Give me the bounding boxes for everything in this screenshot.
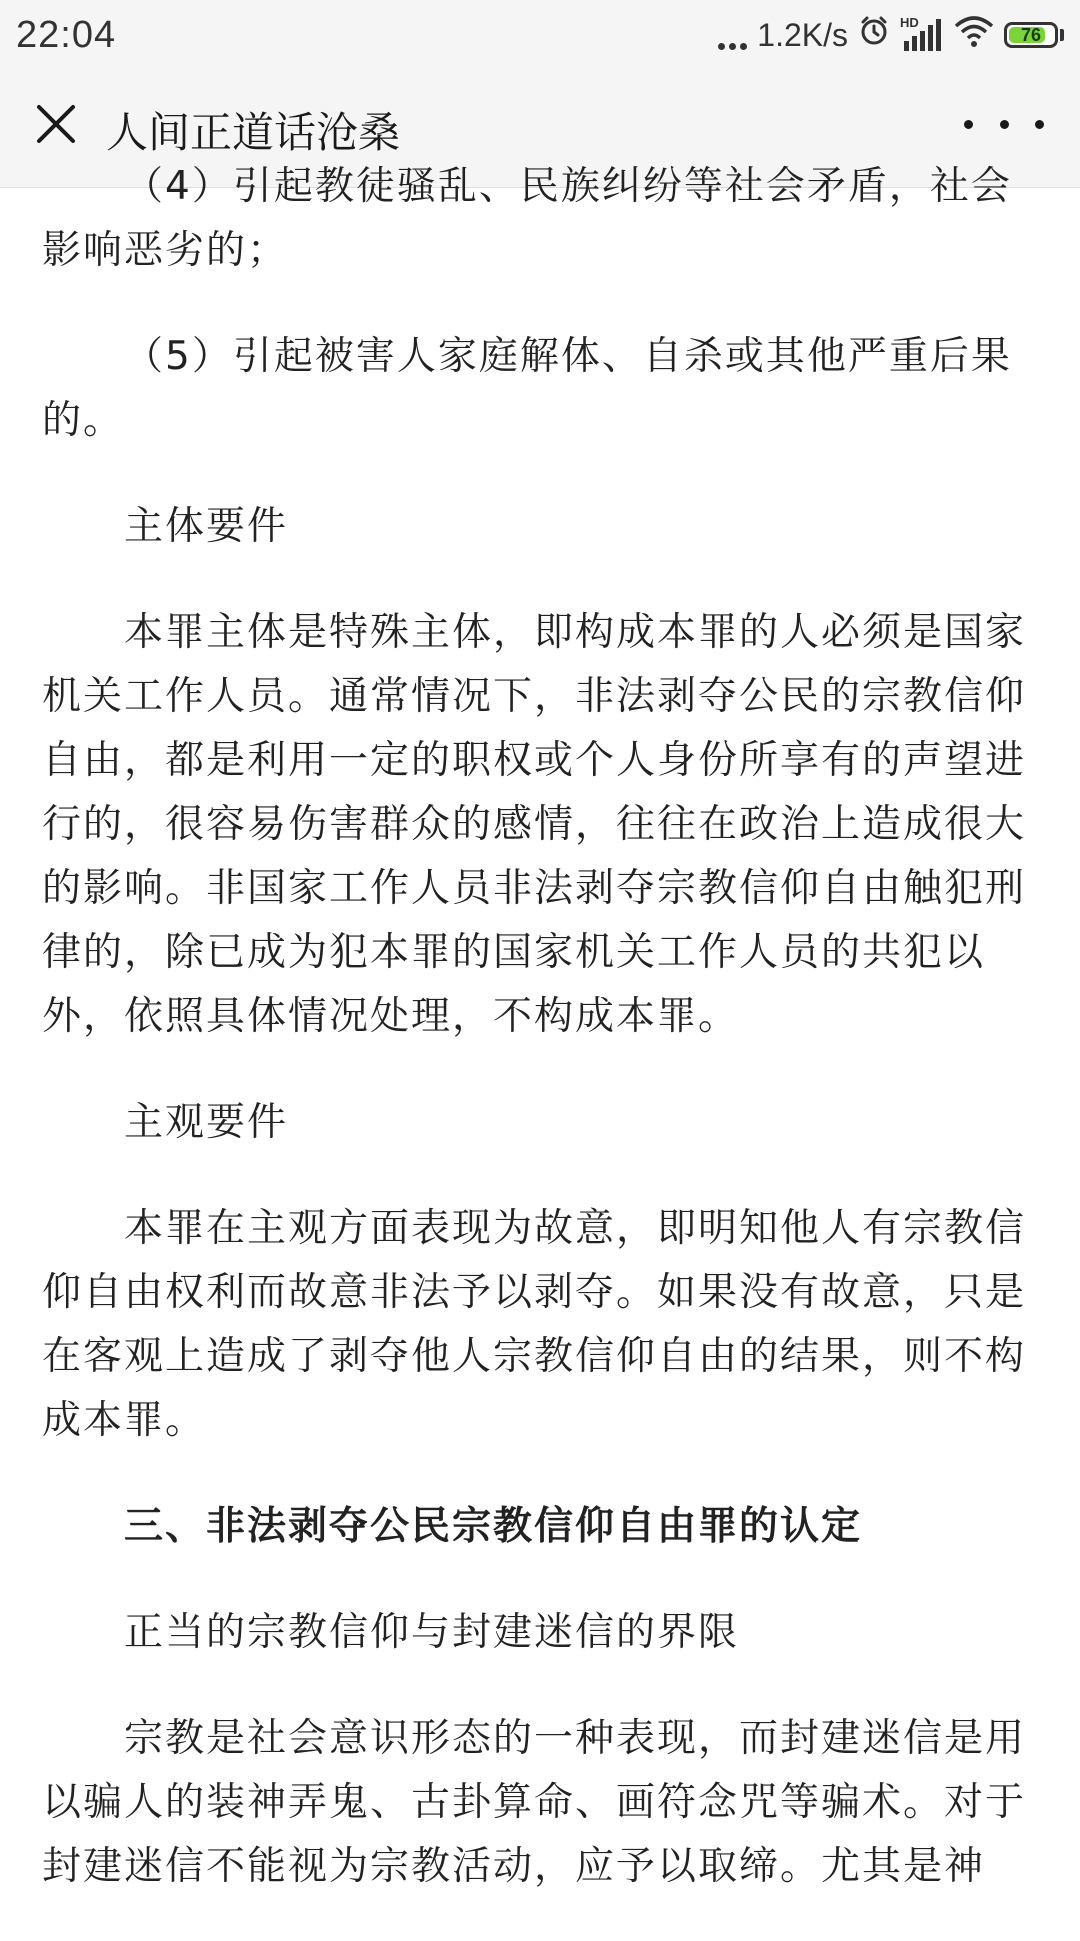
section-heading: 主观要件 [124, 1100, 289, 1145]
battery-level: 76 [1020, 24, 1042, 45]
hd-label: HD [900, 15, 919, 30]
close-button[interactable] [28, 96, 84, 152]
article-paragraph: （4）引起教徒骚乱、民族纠纷等社会矛盾，社会影响恶劣的； [42, 164, 1012, 273]
status-time: 22:04 [16, 13, 117, 56]
article-content [42, 164, 1038, 1941]
status-icons [718, 14, 1064, 56]
more-button[interactable] [964, 104, 1044, 144]
section-heading: 正当的宗教信仰与封建迷信的界限 [124, 1610, 740, 1655]
more-dots-icon [964, 120, 1044, 129]
status-bar [0, 0, 1080, 70]
wifi-icon [954, 14, 994, 56]
battery-icon [1004, 22, 1064, 48]
article-paragraph: 宗教是社会意识形态的一种表现，而封建迷信是用以骗人的装神弄鬼、古卦算命、画符念咒等骗术。对于封建迷信不能视为宗教活动，应予以取缔。尤其是神 [42, 1716, 1027, 1889]
alarm-icon [858, 15, 890, 55]
article-paragraph: 本罪在主观方面表现为故意，即明知他人有宗教信仰自由权利而故意非法予以剥夺。如果没有故意，只是在客观上造成了剥夺他人宗教信仰自由的结果，则不构成本罪。 [42, 1206, 1027, 1443]
signal-dots-icon [718, 20, 747, 50]
article-paragraph: 本罪主体是特殊主体，即构成本罪的人必须是国家机关工作人员。通常情况下，非法剥夺公民的宗教信仰自由，都是利用一定的职权或个人身份所享有的声望进行的，很容易伤害群众的感情，往往在政治上造成很大的影响。非国家工作人员非法剥夺宗教信仰自由触犯刑律的，除已成为犯本罪的国家机关工作人员的共犯以外，依照具体情况处理，不构成本罪。 [42, 610, 1027, 1039]
close-icon [35, 103, 77, 145]
article-paragraph: （5）引起被害人家庭解体、自杀或其他严重后果的。 [42, 334, 1012, 443]
chapter-heading: 三、非法剥夺公民宗教信仰自由罪的认定 [124, 1504, 863, 1549]
network-speed: 1.2K/s [757, 16, 848, 53]
cell-signal-icon [900, 17, 944, 53]
page-title: 人间正道话沧桑 [106, 108, 401, 157]
section-heading: 主体要件 [124, 504, 289, 549]
